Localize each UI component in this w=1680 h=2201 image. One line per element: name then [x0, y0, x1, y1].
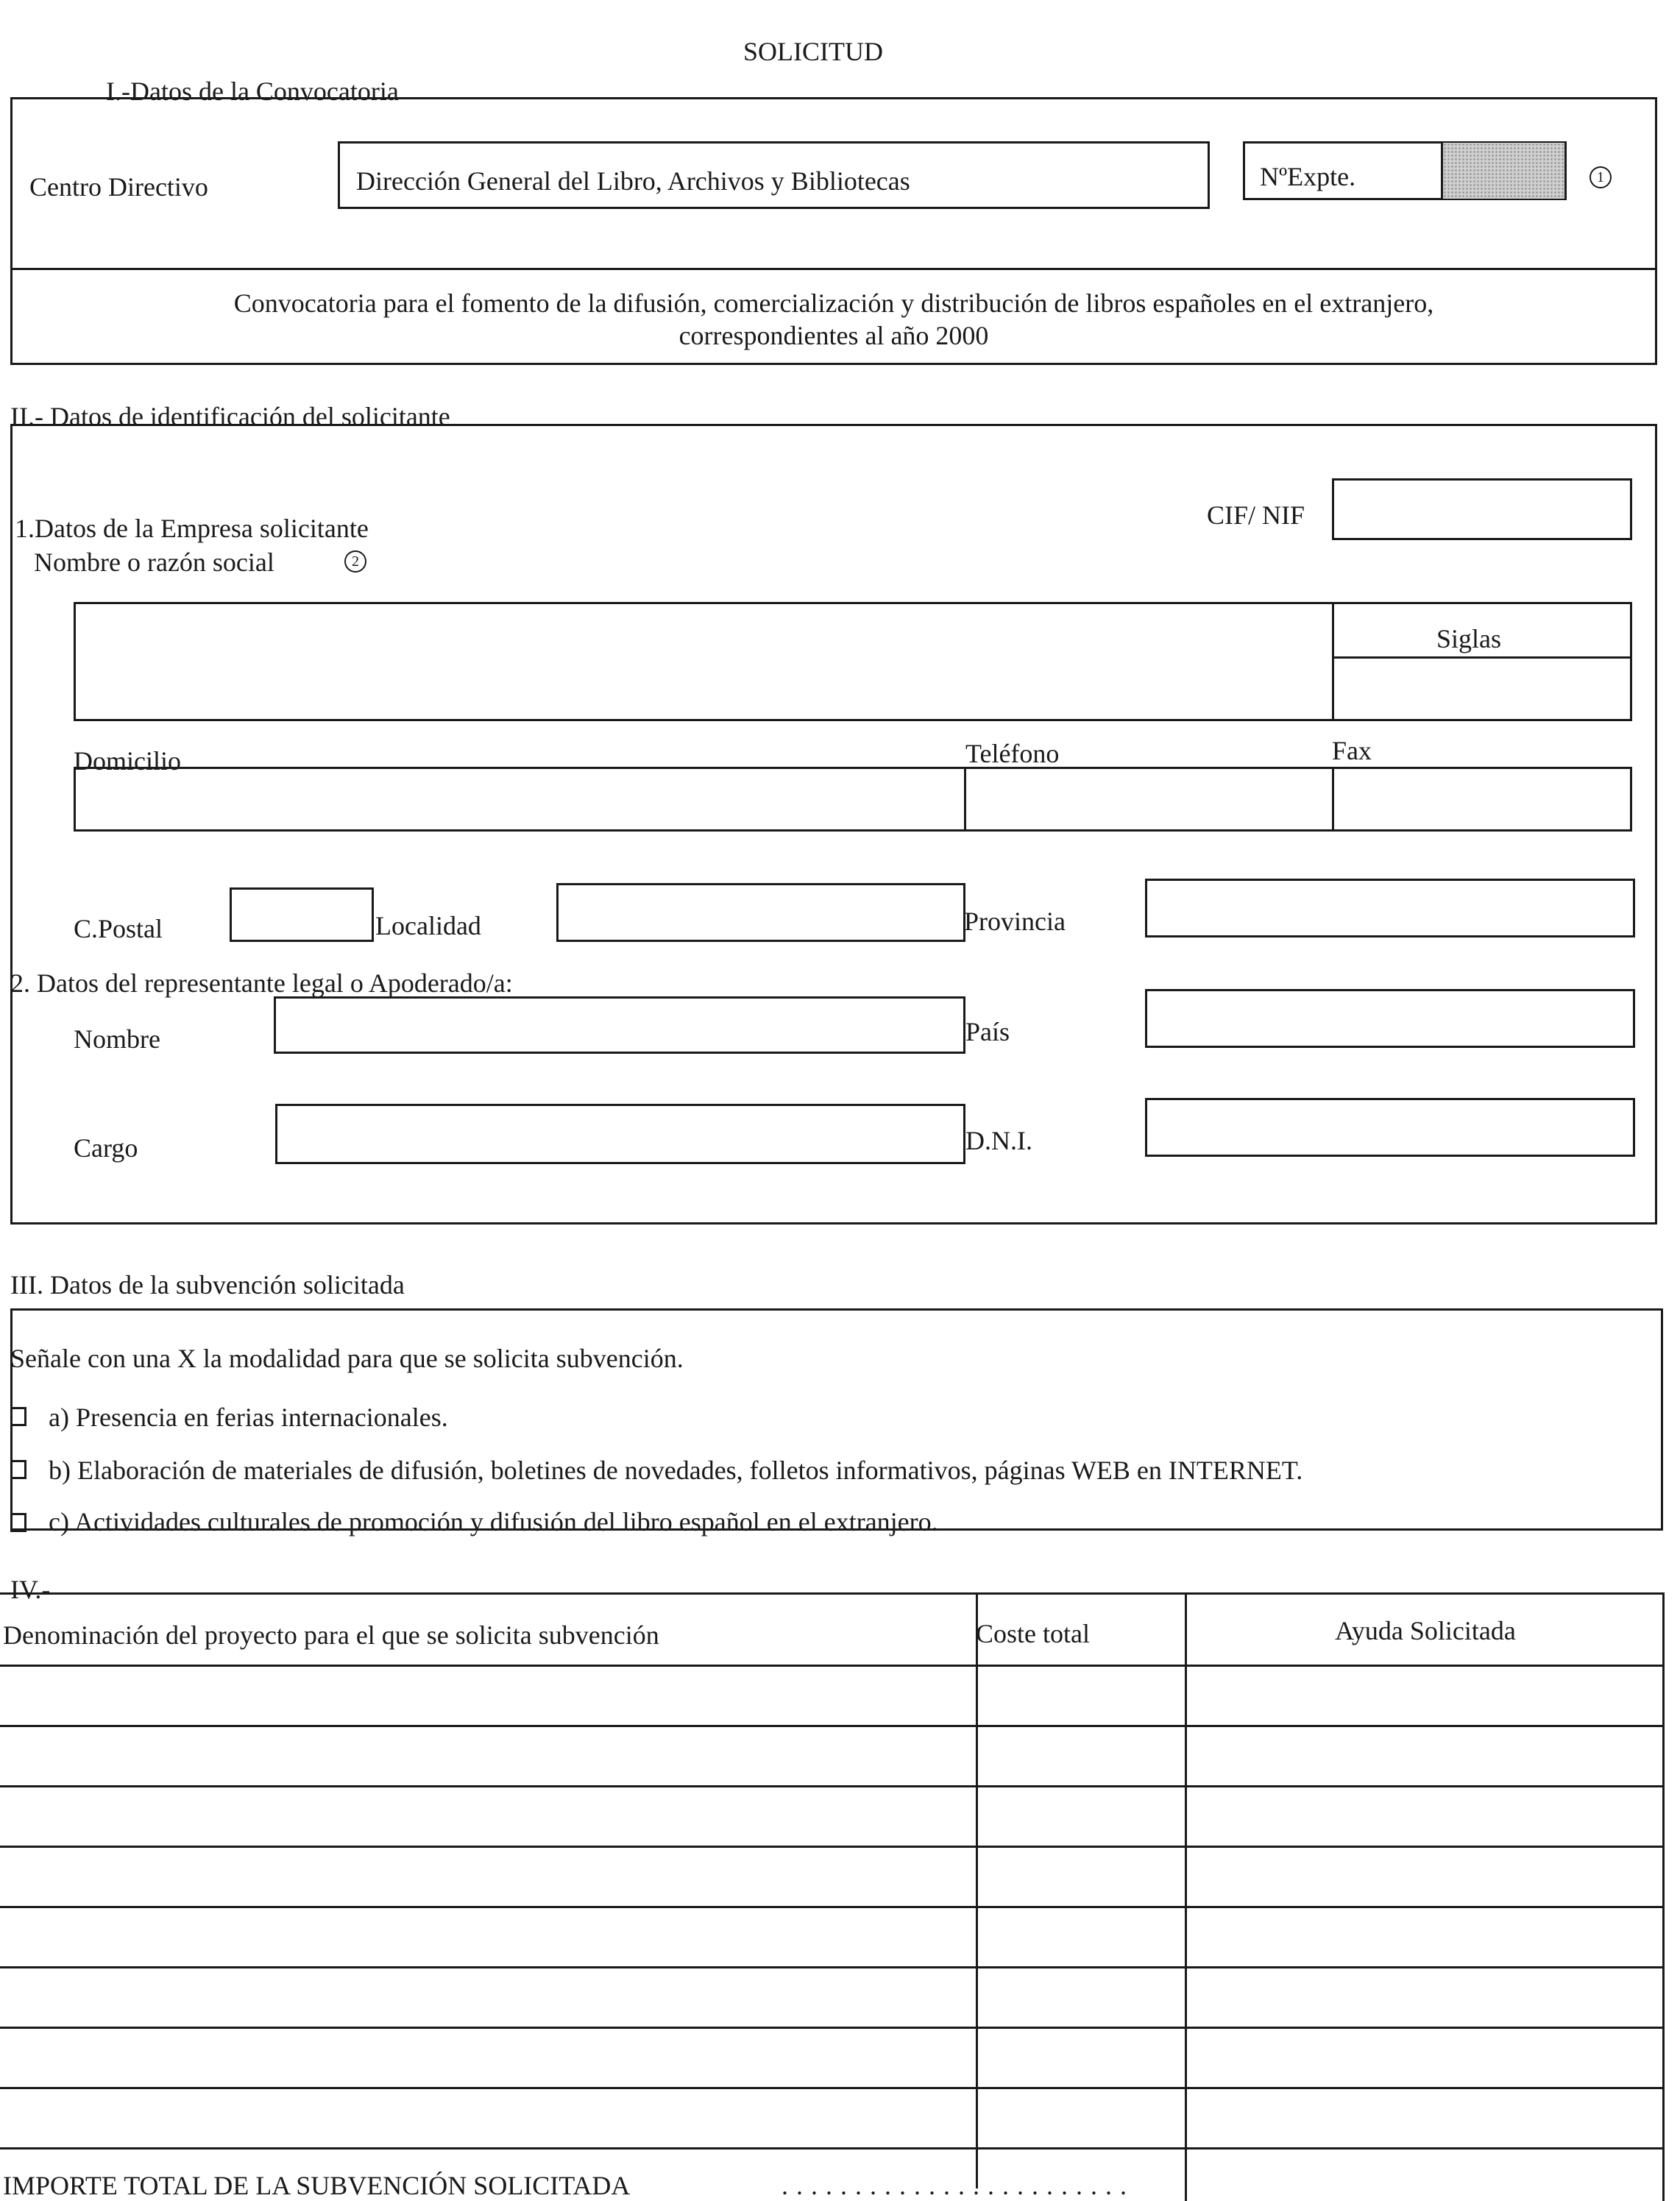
- table-rule: [0, 1725, 1665, 1727]
- siglas-header-rule: [1332, 656, 1632, 659]
- localidad-field[interactable]: [556, 883, 965, 942]
- project-name-cell[interactable]: [3, 1728, 973, 1782]
- fax-label: Fax: [1332, 736, 1372, 765]
- cargo-label: Cargo: [74, 1133, 138, 1163]
- section-2-heading: II.- Datos de identificación del solicitante: [10, 402, 450, 431]
- siglas-label: Siglas: [1436, 624, 1502, 653]
- coste-column-divider: [976, 1592, 978, 2188]
- telefono-label: Teléfono: [965, 739, 1060, 768]
- cargo-field[interactable]: [275, 1104, 965, 1164]
- table-rule: [0, 2147, 1665, 2149]
- nombre-label: Nombre: [74, 1024, 160, 1054]
- table-rule: [0, 2087, 1665, 2089]
- convocatoria-line-1: Convocatoria para el fomento de la difusión, comercialización y distribución de libros españoles en el extranjero,: [233, 288, 1434, 318]
- pais-label: País: [965, 1017, 1010, 1046]
- option-a-label: a) Presencia en ferias internacionales.: [49, 1403, 448, 1432]
- razon-social-label: Nombre o razón social: [34, 547, 274, 577]
- projects-col-coste: Coste total: [976, 1619, 1090, 1648]
- representante-heading: 2. Datos del representante legal o Apoderado/a:: [10, 968, 513, 998]
- table-rule: [0, 1785, 1665, 1787]
- table-rule: [0, 1846, 1665, 1848]
- nombre-field[interactable]: [274, 996, 965, 1054]
- importe-total-leader: . . . . . . . . . . . . . . . . . . . . . . . .: [781, 2171, 1127, 2200]
- option-c-checkbox[interactable]: [10, 1513, 26, 1532]
- telefono-field[interactable]: [966, 769, 1330, 829]
- project-name-cell[interactable]: [3, 1849, 973, 1903]
- importe-total-label: IMPORTE TOTAL DE LA SUBVENCIÓN SOLICITADA: [3, 2171, 631, 2200]
- domicilio-label: Domicilio: [74, 746, 181, 776]
- option-a-checkbox[interactable]: [10, 1407, 26, 1426]
- note-2-marker: 2: [344, 550, 366, 573]
- localidad-label: Localidad: [375, 911, 481, 940]
- project-name-cell[interactable]: [3, 1969, 973, 2024]
- provincia-label: Provincia: [964, 907, 1066, 936]
- section-1-heading: I.-Datos de la Convocatoria: [106, 77, 399, 106]
- ayuda-column-divider: [1185, 1592, 1187, 2201]
- dni-label: D.N.I.: [965, 1126, 1032, 1155]
- cif-field[interactable]: [1332, 478, 1632, 540]
- section-1-divider: [10, 268, 1657, 270]
- projects-col-denominacion: Denominación del proyecto para el que se solicita subvención: [3, 1620, 659, 1650]
- project-name-cell[interactable]: [3, 2030, 973, 2084]
- domicilio-field[interactable]: [76, 769, 963, 829]
- pais-field[interactable]: [1145, 989, 1635, 1048]
- expediente-reserved-area: [1441, 143, 1564, 199]
- cpostal-field[interactable]: [230, 887, 374, 942]
- cif-label: CIF/ NIF: [1207, 500, 1305, 530]
- option-b-label: b) Elaboración de materiales de difusión, boletines de novedades, folletos informativos, páginas WEB en INTERNET.: [49, 1456, 1303, 1485]
- cpostal-label: C.Postal: [74, 914, 163, 943]
- importe-total-field[interactable]: [1188, 2150, 1662, 2201]
- centro-directivo-label: Centro Directivo: [29, 172, 208, 202]
- project-name-cell[interactable]: [3, 1909, 973, 1963]
- table-rule: [0, 1906, 1665, 1908]
- expediente-label: NºExpte.: [1260, 162, 1356, 191]
- table-rule: [0, 1966, 1665, 1968]
- option-c-label: c) Actividades culturales de promoción y difusión del libro español en el extranjero.: [49, 1507, 938, 1537]
- project-name-cell[interactable]: [3, 2090, 973, 2144]
- convocatoria-line-2: correspondientes al año 2000: [678, 321, 989, 350]
- fax-field[interactable]: [1334, 769, 1630, 829]
- modalidad-instruction: Señale con una X la modalidad para que se solicita subvención.: [10, 1344, 684, 1373]
- project-name-cell[interactable]: [3, 1788, 973, 1843]
- table-rule: [0, 2027, 1665, 2029]
- empresa-heading: 1.Datos de la Empresa solicitante: [15, 514, 369, 543]
- page-title: SOLICITUD: [743, 37, 883, 66]
- section-4-heading: IV.-: [10, 1575, 51, 1604]
- projects-col-ayuda: Ayuda Solicitada: [1335, 1616, 1516, 1645]
- centro-directivo-value: Dirección General del Libro, Archivos y Bibliotecas: [356, 166, 910, 196]
- table-rule: [0, 1665, 1665, 1667]
- note-1-marker: 1: [1589, 166, 1612, 188]
- project-name-cell[interactable]: [3, 1667, 973, 1722]
- provincia-field[interactable]: [1145, 879, 1635, 938]
- siglas-field[interactable]: [1333, 659, 1630, 719]
- option-b-checkbox[interactable]: [10, 1460, 26, 1479]
- section-3-heading: III. Datos de la subvención solicitada: [10, 1270, 405, 1300]
- dni-field[interactable]: [1145, 1098, 1635, 1157]
